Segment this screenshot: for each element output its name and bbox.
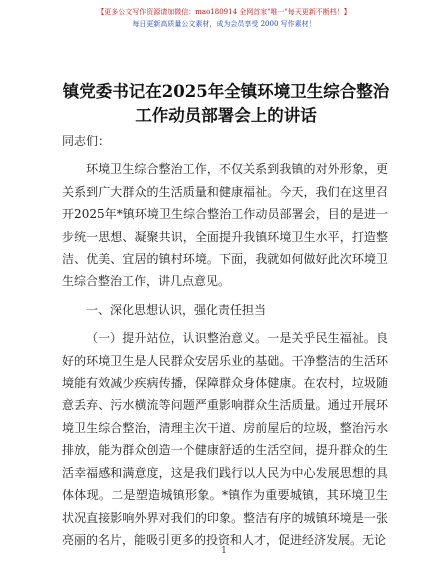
document-body — [62, 130, 388, 551]
header-banner — [0, 6, 448, 30]
body-paragraph-1: （一）提升站位，认识整治意义。一是关乎民生福祉。良好的环境卫生是人民群众安居乐业的基础。干净整洁的生活环境能有效减少疾病传播，保障群众身体健康。在农村，垃圾随意丢弃、污水横流等问题严重影响群众生活质量。通过开展环境卫生综合整治，清理主次干道、房前屋后的垃圾，整治污水排放，能为群众创造一个健康舒适的生活空间，提升群众的生活幸福感和满意度，这是我们践行以人民为中心发展思想的具体体现。二是塑造城镇形象。*镇作为重要城镇，其环境卫生状况直接影响外界对我们的印象。整洁有序的城镇环境是一张亮丽的名片，能吸引更多的投资和人才，促进经济发展。无论 — [62, 331, 388, 547]
salutation: 同志们： — [62, 134, 111, 148]
promo-line-1: 【更多公文写作资源请加微信：mao180914 全网首家"唯一"每天更新不断档！】 — [97, 8, 351, 16]
document-title: 镇党委书记在2025年全镇环境卫生综合整治工作动员部署会上的讲话 — [62, 82, 390, 125]
promo-line-2: 每日更新高质量公文素材，成为会员享受 2000 写作素材！ — [132, 20, 316, 28]
body-paragraph-intro: 环境卫生综合整治工作，不仅关系到我镇的对外形象，更关系到广大群众的生活质量和健康福祉。今天，我们在这里召开2025年*镇环境卫生综合整治工作动员部署会，目的是进一步统一思想、凝聚共识，全面提升我镇环境卫生水平，打造整洁、优美、宜居的镇村环境。下面，我就如何做好此次环境卫生综合整治工作，讲几点意见。 — [62, 162, 388, 289]
page-number: 1 — [221, 546, 227, 556]
section-heading-1: 一、深化思想认识，强化责任担当 — [86, 302, 267, 317]
